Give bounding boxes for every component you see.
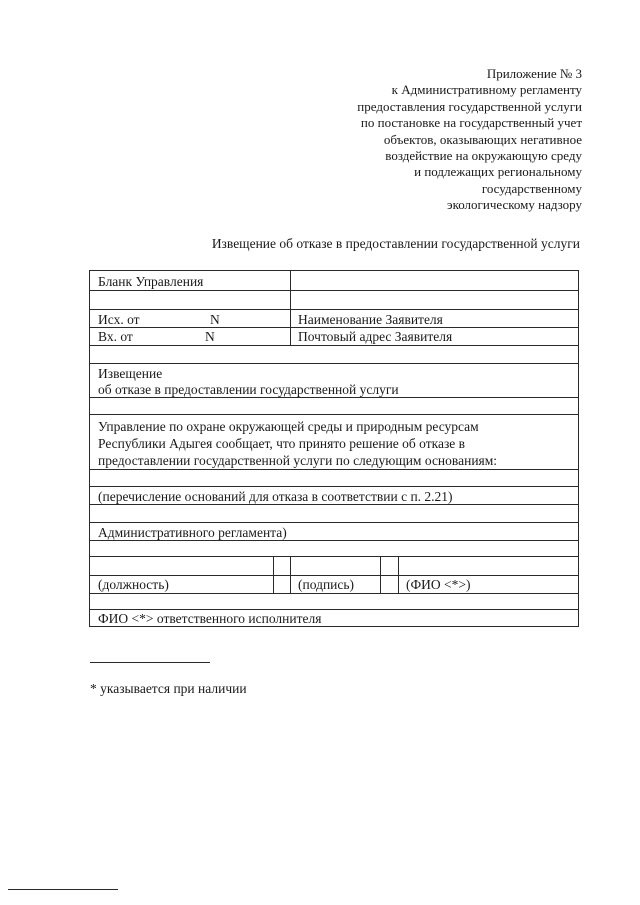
form-rule <box>90 469 578 470</box>
outgoing-number-label: N <box>210 312 220 327</box>
notice-body-line: Управление по охране окружающей среды и природным ресурсам <box>98 419 479 434</box>
header-line: Приложение № 3 <box>486 66 582 81</box>
form-rule <box>90 522 578 523</box>
form-rule <box>90 363 578 364</box>
form-rule <box>90 414 578 415</box>
notice-subject: об отказе в предоставлении государственной услуги <box>98 382 399 397</box>
form-rule <box>90 593 578 594</box>
form-rule <box>90 345 578 346</box>
header-line: воздействие на окружающую среду <box>385 148 582 164</box>
footnote: * указывается при наличии <box>90 681 247 696</box>
incoming-date-label: Вх. от <box>98 329 133 344</box>
form-column-rule <box>290 556 291 593</box>
document-title: Извещение об отказе в предоставлении государственной услуги <box>211 236 580 251</box>
fio-label: (ФИО <*>) <box>406 577 471 592</box>
signature-label: (подпись) <box>298 577 355 592</box>
form-column-rule <box>290 271 291 345</box>
page-bottom-divider <box>8 889 118 890</box>
notice-body-line: Республики Адыгея сообщает, что принято решение об отказе в <box>98 436 466 451</box>
incoming-number-label: N <box>205 329 215 344</box>
form-rule <box>90 397 578 398</box>
form-rule <box>90 327 578 328</box>
grounds-text-continuation: Административного регламента) <box>98 525 287 540</box>
header-line: объектов, оказывающих негативное <box>383 131 582 147</box>
header-line: предоставления государственной услуги <box>357 98 582 114</box>
footnote-divider <box>90 662 210 663</box>
header-line: и подлежащих региональному <box>414 164 582 180</box>
notice-body-line: предоставлении государственной услуги по следующим основаниям: <box>98 453 498 468</box>
applicant-name: Наименование Заявителя <box>298 312 443 327</box>
form-rule <box>90 486 578 487</box>
form-rule <box>90 309 578 310</box>
header-line: экологическому надзору <box>446 197 582 213</box>
form-rule <box>90 540 578 541</box>
form-rule <box>90 609 578 610</box>
header-line: по постановке на государственный учет <box>360 115 582 131</box>
notice-heading: Извещение <box>98 366 163 381</box>
form-rule <box>90 556 578 557</box>
applicant-address: Почтовый адрес Заявителя <box>298 329 453 344</box>
executor-label: ФИО <*> ответственного исполнителя <box>98 611 322 626</box>
position-label: (должность) <box>98 577 169 592</box>
form-column-rule <box>380 556 381 593</box>
header-line: государственному <box>481 180 582 196</box>
form-rule <box>90 504 578 505</box>
form-rule <box>90 290 578 291</box>
form-column-rule <box>273 556 274 593</box>
blank-label: Бланк Управления <box>98 274 204 289</box>
grounds-text: (перечисление оснований для отказа в соответствии с п. 2.21) <box>98 489 453 504</box>
appendix-header <box>262 66 582 214</box>
header-line: к Административному регламенту <box>391 82 582 98</box>
notice-form <box>89 270 579 627</box>
form-column-rule <box>398 556 399 593</box>
outgoing-date-label: Исх. от <box>98 312 140 327</box>
form-rule <box>90 575 578 576</box>
